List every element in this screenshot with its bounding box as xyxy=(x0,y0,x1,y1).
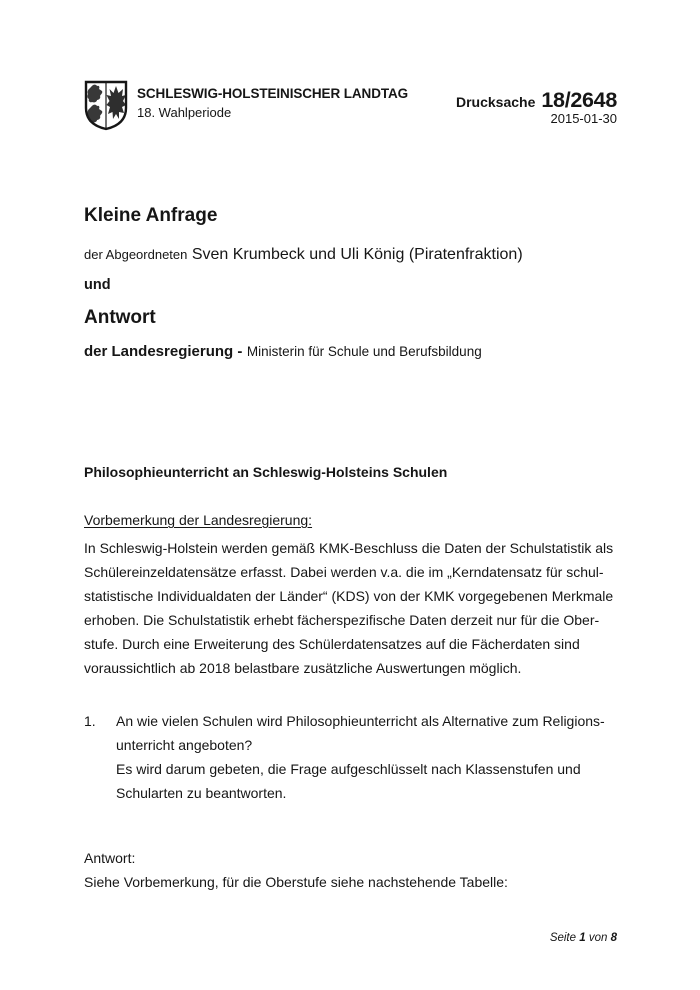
subject-heading: Philosophieunterricht an Schleswig-Holsteins Schulen xyxy=(84,464,448,480)
question-1 xyxy=(84,709,629,805)
paragraph-line: Schülereinzeldatensätze erfasst. Dabei werden v.a. die im „Kerndatensatz für schul- xyxy=(84,564,604,580)
conjunction-line: und xyxy=(84,277,111,293)
answer-heading: Antwort xyxy=(84,307,156,328)
answer-text: Siehe Vorbemerkung, für die Oberstufe siehe nachstehende Tabelle: xyxy=(84,874,508,890)
paragraph-line: erhoben. Die Schulstatistik erhebt fächerspezifische Daten derzeit nur für die Ober- xyxy=(84,612,600,628)
parliament-name: SCHLESWIG-HOLSTEINISCHER LANDTAG xyxy=(137,86,409,101)
document-type-label: Drucksache xyxy=(455,94,536,110)
legislative-period: 18. Wahlperiode xyxy=(137,105,232,120)
government-prefix: der Landesregierung - xyxy=(84,343,243,360)
paragraph-line: voraussichtlich ab 2018 belastbare zusätzliche Auswertungen möglich. xyxy=(84,660,522,676)
byline-names: Sven Krumbeck und Uli König (Piratenfraktion) xyxy=(191,246,523,263)
paragraph-line: stufe. Durch eine Erweiterung des Schülerdatensatzes auf die Fächerdaten sind xyxy=(84,636,580,652)
preliminary-remark-paragraph xyxy=(84,536,629,680)
page-total: 8 xyxy=(610,932,617,944)
question-number: 1. xyxy=(84,713,96,729)
government-line xyxy=(84,343,482,361)
page-current: 1 xyxy=(579,932,586,944)
government-ministry: Ministerin für Schule und Berufsbildung xyxy=(246,344,482,359)
question-line: An wie vielen Schulen wird Philosophieunterricht als Alternative zum Religions- xyxy=(116,713,605,729)
document-number: 18/2648 xyxy=(541,88,617,112)
page-footer xyxy=(550,932,617,944)
question-line: Schularten zu beantworten. xyxy=(116,785,287,801)
question-text xyxy=(116,709,629,805)
document-date: 2015-01-30 xyxy=(550,111,617,126)
question-line: unterricht angeboten? xyxy=(116,737,253,753)
of-label: von xyxy=(588,932,608,944)
question-line: Es wird darum gebeten, die Frage aufgeschlüsselt nach Klassenstufen und xyxy=(116,761,581,777)
byline-prefix: der Abgeordneten xyxy=(84,247,188,262)
document-number-row xyxy=(456,88,617,113)
schleswig-holstein-coat-of-arms-icon xyxy=(83,80,129,131)
paragraph-line: statistische Individualdaten der Länder“ (KDS) von der KMK vorgegebenen Merkmale xyxy=(84,588,614,604)
request-heading: Kleine Anfrage xyxy=(84,205,218,226)
answer-label: Antwort: xyxy=(84,850,136,866)
preliminary-remark-heading: Vorbemerkung der Landesregierung: xyxy=(84,512,313,528)
request-byline xyxy=(84,246,523,264)
paragraph-line: In Schleswig-Holstein werden gemäß KMK-Beschluss die Daten der Schulstatistik als xyxy=(84,540,614,556)
page-label: Seite xyxy=(549,932,577,944)
